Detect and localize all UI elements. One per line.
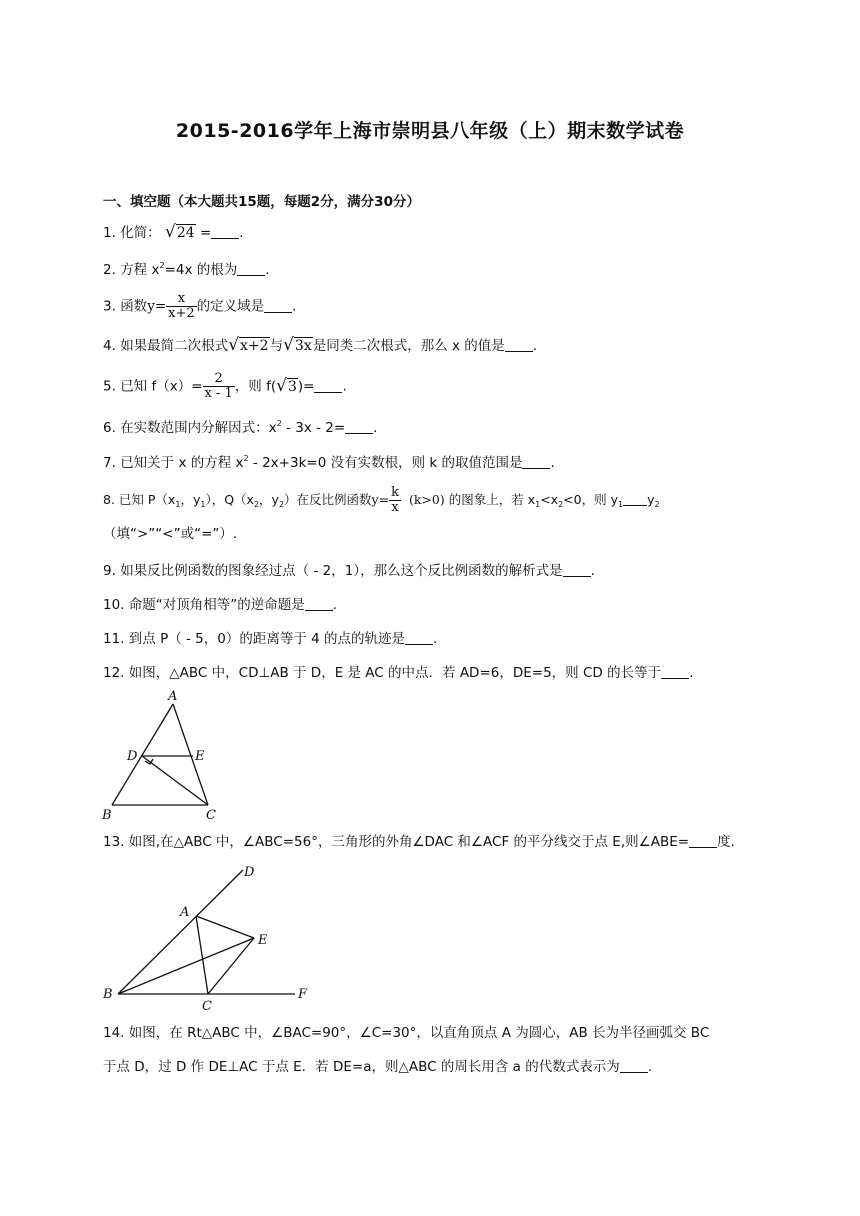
- answer-blank[interactable]: [620, 1058, 648, 1073]
- answer-blank[interactable]: [264, 298, 292, 313]
- question-10: 10. 命题“对顶角相等”的逆命题是 .: [103, 597, 338, 613]
- answer-blank[interactable]: [563, 562, 591, 577]
- answer-blank[interactable]: [505, 337, 533, 352]
- question-3: 3. 函数y= $\frac{x}{x+2}$ 的定义域是 .: [103, 291, 297, 321]
- section-heading: 一、填空题（本大题共15题，每题2分，满分30分）: [103, 194, 420, 210]
- label-a: A: [168, 689, 178, 704]
- answer-blank[interactable]: [314, 378, 342, 393]
- question-number: 14.: [103, 1025, 125, 1041]
- question-11: 11. 到点 P（ - 5，0）的距离等于 4 的点的轨迹是 .: [103, 631, 438, 647]
- question-text: 化简：: [120, 225, 161, 241]
- question-number: 6.: [103, 420, 116, 436]
- question-1: 1. 化简： √24 = .: [103, 222, 244, 242]
- fraction: $\frac{k}{x}$: [391, 485, 399, 515]
- segment-ae: [196, 916, 254, 938]
- question-13: 13. 如图,在△ABC 中，∠ABC=56°，三角形的外角∠DAC 和∠ACF 的平分线交于点 E,则∠ABE= 度.: [103, 834, 735, 850]
- fraction: $\frac{2}{x - 1}$: [204, 371, 233, 401]
- triangle-figure-12: [100, 688, 225, 823]
- label-e: E: [195, 749, 205, 764]
- answer-blank[interactable]: [689, 833, 717, 848]
- sqrt-expression: √3x: [283, 335, 312, 355]
- question-9: 9. 如果反比例函数的图象经过点（ - 2，1），那么这个反比例函数的解析式是 .: [103, 563, 595, 579]
- question-8-line2: （填“>”“<”或“=”）.: [103, 526, 238, 542]
- label-e: E: [258, 933, 268, 948]
- fraction: $\frac{x}{x+2}$: [168, 291, 195, 321]
- answer-blank[interactable]: [345, 419, 373, 434]
- side-ac: [196, 916, 208, 994]
- sqrt-expression: √24: [164, 222, 195, 242]
- question-number: 5.: [103, 378, 116, 395]
- question-number: 2.: [103, 262, 116, 278]
- question-6: 6. 在实数范围内分解因式：$x^2 - 3x - 2=$ .: [103, 419, 378, 436]
- question-5: 5. 已知 f（x）= $\frac{2}{x - 1}$ ，则 f(√3)= .: [103, 371, 347, 401]
- answer-blank[interactable]: [305, 596, 333, 611]
- answer-blank[interactable]: [405, 630, 433, 645]
- sqrt-expression: √x+2: [228, 335, 269, 355]
- question-2: 2. 方程 $x^2=4x$ 的根为 .: [103, 261, 270, 278]
- question-number: 4.: [103, 338, 116, 354]
- answer-blank[interactable]: [661, 664, 689, 679]
- question-number: 9.: [103, 563, 116, 579]
- label-b: B: [103, 987, 113, 1002]
- question-number: 12.: [103, 665, 125, 681]
- question-8: 8. 已知 $P(x_1$，$y_1$），$Q(x_2$，$y_2$）在反比例函数y= $\frac{k}{x}$ (k>0) 的图象上，若 $x_1<x_2<0$，则 $y_1$ $y_2$: [103, 485, 660, 515]
- question-12: 12. 如图，△ABC 中，CD⊥AB 于 D，E 是 AC 的中点．若 AD=6，DE=5，则 CD 的长等于 .: [103, 665, 694, 681]
- label-d: D: [127, 749, 138, 764]
- sqrt-expression: √3: [276, 375, 297, 396]
- label-f: F: [298, 987, 308, 1002]
- condition-text: (k>0): [408, 492, 445, 507]
- label-d: D: [244, 865, 255, 880]
- ray-bd: [118, 870, 243, 994]
- segment-ce: [208, 938, 254, 994]
- question-number: 11.: [103, 631, 125, 647]
- triangle-figure-13: [100, 858, 330, 1018]
- question-number: 3.: [103, 298, 116, 315]
- question-number: 13.: [103, 834, 125, 850]
- segment-be: [118, 938, 254, 994]
- label-c: C: [202, 999, 212, 1014]
- question-4: 4. 如果最简二次根式√x+2与√3x是同类二次根式，那么 x 的值是 .: [103, 335, 538, 355]
- question-14: 14. 如图，在 Rt△ABC 中，∠BAC=90°，∠C=30°，以直角顶点 A 为圆心，AB 长为半径画弧交 BC: [103, 1025, 710, 1041]
- question-number: 8.: [103, 492, 115, 507]
- question-number: 10.: [103, 597, 125, 613]
- question-number: 7.: [103, 455, 116, 471]
- label-b: B: [102, 808, 112, 823]
- label-a: A: [180, 905, 190, 920]
- side-ab: [112, 704, 173, 805]
- answer-blank[interactable]: [211, 224, 239, 239]
- question-number: 1.: [103, 225, 116, 241]
- page-title: 2015-2016学年上海市崇明县八年级（上）期末数学试卷: [175, 120, 685, 142]
- answer-blank[interactable]: [522, 454, 550, 469]
- label-c: C: [206, 808, 216, 823]
- answer-blank[interactable]: [237, 261, 265, 276]
- question-14-line2: 于点 D，过 D 作 DE⊥AC 于点 E．若 DE=a，则△ABC 的周长用含 a 的代数式表示为 .: [103, 1059, 652, 1075]
- question-7: 7. 已知关于 x 的方程 $x^2 - 2x+3k=0$ 没有实数根，则 k 的取值范围是 .: [103, 454, 555, 471]
- answer-blank[interactable]: [623, 491, 647, 506]
